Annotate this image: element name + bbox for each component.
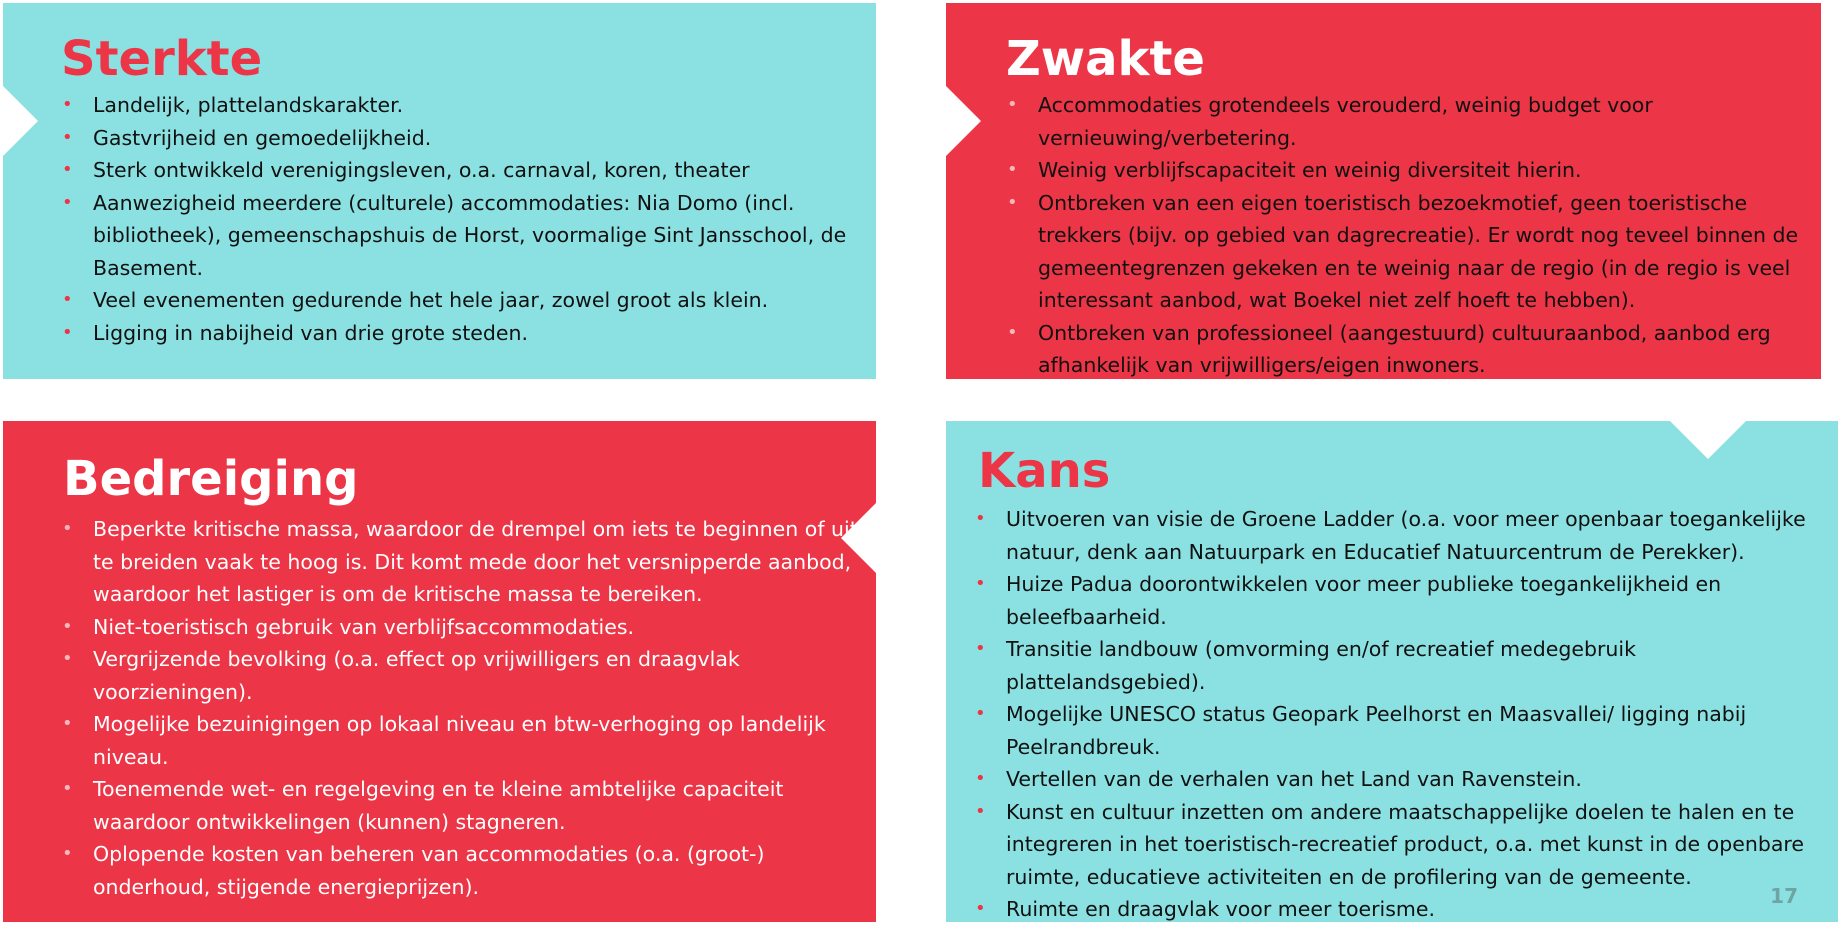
page-number: 17	[1770, 884, 1798, 908]
list-item: • Niet-toeristisch gebruik van verblijfsaccommodaties.	[62, 611, 862, 644]
sterkte-list	[62, 89, 862, 349]
zwakte-panel	[946, 3, 1821, 379]
sterkte-panel	[3, 3, 876, 379]
zwakte-list	[1007, 89, 1807, 382]
kans-notch	[1670, 421, 1746, 459]
list-item: • Ontbreken van een eigen toeristisch bezoekmotief, geen toeristische trekkers (bijv. op gebied van dagrecreatie). Er wordt nog teveel binnen de gemeentegrenzen gekeken en te weinig naar de regio (in de regio is veel interessant aanbod, wat Boekel niet zelf hoeft te hebben).	[1007, 187, 1807, 317]
sterkte-title: Sterkte	[61, 31, 263, 87]
list-item: • Beperkte kritische massa, waardoor de drempel om iets te beginnen of uit te breiden vaak te hoog is. Dit komt mede door het versnipperde aanbod, waardoor het lastiger is om de kritische massa te bereiken.	[62, 513, 862, 611]
kans-list	[975, 503, 1835, 926]
bedreiging-notch	[841, 503, 876, 573]
list-item: • Vergrijzende bevolking (o.a. effect op vrijwilligers en draagvlak voorzieningen).	[62, 643, 862, 708]
kans-panel	[946, 421, 1838, 922]
list-item: • Kunst en cultuur inzetten om andere maatschappelijke doelen te halen en te integreren in het toeristisch-recreatief product, o.a. met kunst in de openbare ruimte, educatieve activiteiten en de profilering van de gemeente.	[975, 796, 1835, 894]
list-item: • Transitie landbouw (omvorming en/of recreatief medegebruik plattelandsgebied).	[975, 633, 1835, 698]
kans-title: Kans	[978, 443, 1111, 499]
list-item: • Toenemende wet- en regelgeving en te kleine ambtelijke capaciteit waardoor ontwikkelingen (kunnen) stagneren.	[62, 773, 862, 838]
bedreiging-list	[62, 513, 862, 903]
list-item: • Gastvrijheid en gemoedelijkheid.	[62, 122, 862, 155]
zwakte-notch	[946, 86, 981, 156]
zwakte-title: Zwakte	[1006, 31, 1205, 87]
bedreiging-panel	[3, 421, 876, 922]
list-item: • Mogelijke UNESCO status Geopark Peelhorst en Maasvallei/ ligging nabij Peelrandbreuk.	[975, 698, 1835, 763]
list-item: • Vertellen van de verhalen van het Land van Ravenstein.	[975, 763, 1835, 796]
list-item: • Ruimte en draagvlak voor meer toerisme.	[975, 893, 1835, 926]
list-item: • Accommodaties grotendeels verouderd, weinig budget voor vernieuwing/verbetering.	[1007, 89, 1807, 154]
list-item: • Oplopende kosten van beheren van accommodaties (o.a. (groot-) onderhoud, stijgende energieprijzen).	[62, 838, 862, 903]
list-item: • Ligging in nabijheid van drie grote steden.	[62, 317, 862, 350]
list-item: • Uitvoeren van visie de Groene Ladder (o.a. voor meer openbaar toegankelijke natuur, denk aan Natuurpark en Educatief Natuurcentrum de Perekker).	[975, 503, 1835, 568]
list-item: • Veel evenementen gedurende het hele jaar, zowel groot als klein.	[62, 284, 862, 317]
list-item: • Aanwezigheid meerdere (culturele) accommodaties: Nia Domo (incl. bibliotheek), gemeenschapshuis de Horst, voormalige Sint Jansschool, de Basement.	[62, 187, 862, 285]
bedreiging-title: Bedreiging	[63, 451, 359, 507]
list-item: • Huize Padua doorontwikkelen voor meer publieke toegankelijkheid en beleefbaarheid.	[975, 568, 1835, 633]
list-item: • Weinig verblijfscapaciteit en weinig diversiteit hierin.	[1007, 154, 1807, 187]
list-item: • Mogelijke bezuinigingen op lokaal niveau en btw-verhoging op landelijk niveau.	[62, 708, 862, 773]
list-item: • Sterk ontwikkeld verenigingsleven, o.a. carnaval, koren, theater	[62, 154, 862, 187]
sterkte-notch	[3, 86, 38, 156]
list-item: • Landelijk, plattelandskarakter.	[62, 89, 862, 122]
list-item: • Ontbreken van professioneel (aangestuurd) cultuuraanbod, aanbod erg afhankelijk van vrijwilligers/eigen inwoners.	[1007, 317, 1807, 382]
